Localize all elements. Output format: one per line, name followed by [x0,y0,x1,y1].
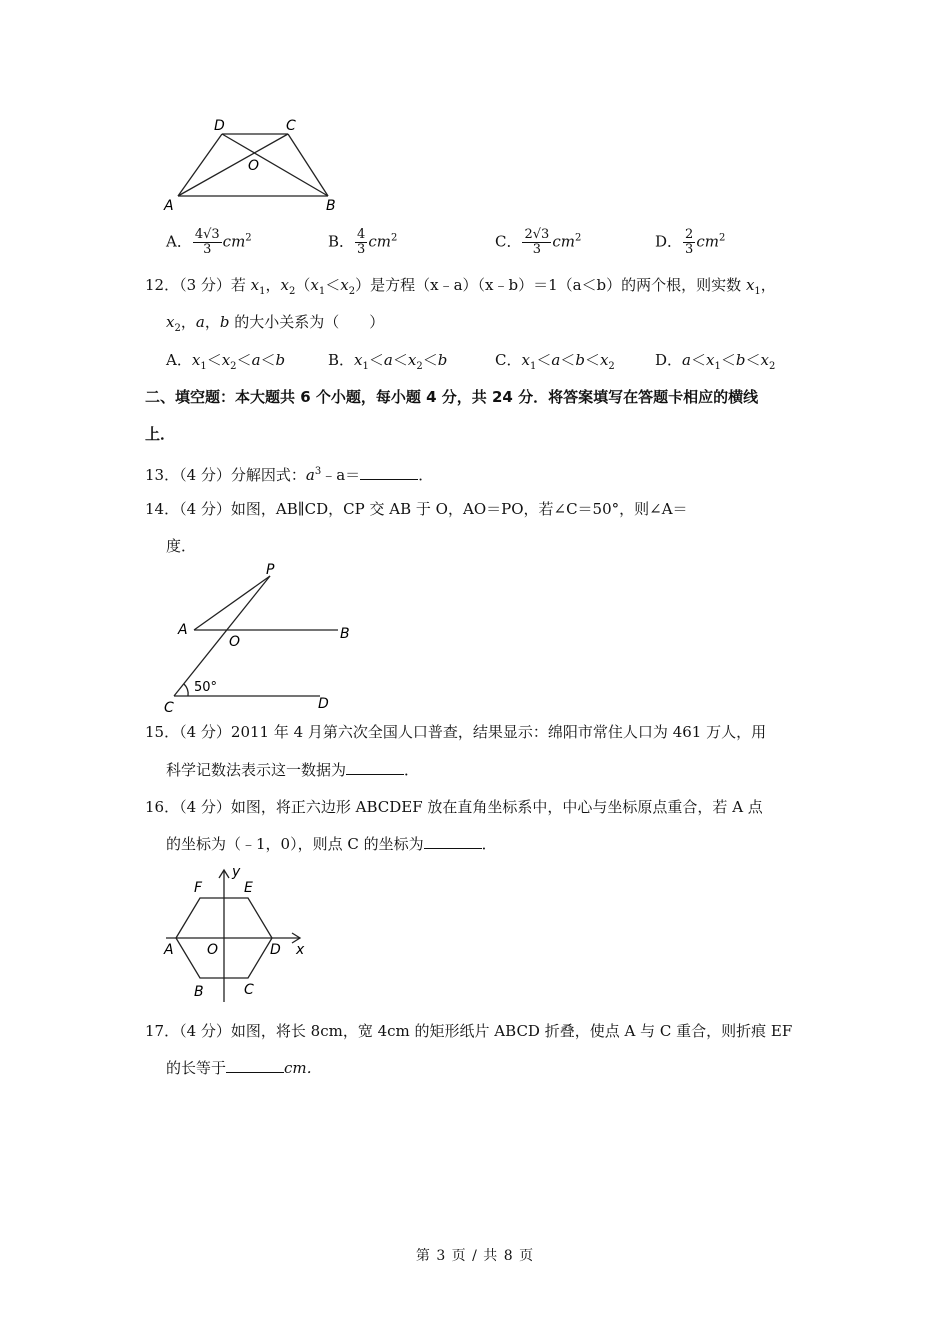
label-F: F [194,880,203,896]
option-letter: D． [655,351,683,369]
label-A: A [164,942,174,958]
q12-line1: 12．（3 分）若 $x_1$，$x_2(x_1<x_2)$是方程（x﹣a）（x﹣b）＝1（a＜b）的两个根，则实数 $x_1$， [145,276,776,297]
parallel-lines-figure [158,560,368,715]
q12-line2: $x_2$，a，b 的大小关系为（ ） [166,313,385,334]
section-heading-line2: 上． [145,425,176,443]
q15-line2 [166,760,419,780]
q12-number: 12．（3 分）若 [145,276,251,294]
label-C: C [164,700,174,715]
q11-option-b [328,228,397,257]
hexagon-axes-figure [158,862,318,1007]
q12-option-b: B．$x_1<a<x_2<b$ [328,351,448,372]
label-O: O [229,634,241,650]
option-letter: D． [655,232,683,251]
q12-option-a: A．$x_1<x_2<a<b$ [166,351,286,372]
unit-exp: 2 [574,232,582,244]
q16-text: 的坐标为（﹣1，0），则点 C 的坐标为 [166,835,424,853]
label-A: A [164,198,174,212]
q12-option-c: C．$x_1<a<b<x_2$ [495,351,615,372]
q17-line2 [166,1058,322,1078]
q16-line1: 16．（4 分）如图，将正六边形 ABCDEF 放在直角坐标系中，中心与坐标原点重合，若 A 点 [145,798,763,816]
q13-suffix: ． [418,466,434,484]
q16-line2 [166,834,497,854]
option-letter: B． [328,351,355,369]
label-B: B [340,626,350,642]
option-letter: B． [328,232,355,251]
unit: cm [368,232,391,251]
q14-line1: 14．（4 分）如图，AB∥CD，CP 交 AB 于 O，AO＝PO，若∠C＝50°，则∠A＝ [145,500,688,518]
q14-line2: 度． [166,537,197,555]
q15-line1: 15．（4 分）2011 年 4 月第六次全国人口普查，结果显示：绵阳市常住人口为 461 万人，用 [145,723,767,741]
label-x: x [296,942,305,958]
label-B: B [194,984,204,1000]
unit: cm [696,232,719,251]
label-C: C [244,982,254,998]
frac-den: 3 [685,242,694,257]
label-O: O [248,158,260,174]
frac-num: 2√3 [524,227,550,242]
frac-den: 3 [357,242,366,257]
answer-blank[interactable] [346,760,404,775]
option-letter: C． [495,232,522,251]
q12-text2: 的大小关系为（ ） [234,313,385,331]
q13-prefix: 13．（4 分）分解因式： [145,466,306,484]
answer-blank[interactable] [226,1058,284,1073]
label-O: O [207,942,219,958]
q11-option-a [166,228,252,257]
answer-blank[interactable] [360,465,418,480]
label-P: P [266,562,275,578]
page-footer: 第 3 页 / 共 8 页 [415,1248,535,1264]
q12-text1: 是方程（x﹣a）（x﹣b）＝1（a＜b）的两个根，则实数 [370,276,742,294]
unit-exp: 2 [245,232,252,244]
option-letter: C． [495,351,522,369]
frac-num: 2 [685,227,694,242]
q13-expr-end: ﹣a＝ [321,466,361,484]
angle-label: 50° [194,680,218,695]
label-E: E [244,880,253,896]
q12-option-d: D．$a<x_1<b<x_2$ [655,351,776,372]
q16-suffix: ． [481,835,497,853]
trapezoid-figure [160,112,350,212]
label-D: D [318,696,329,712]
unit-exp: 2 [390,232,398,244]
option-letter: A． [166,232,192,251]
q11-option-c [495,228,581,257]
label-B: B [326,198,336,212]
label-y: y [232,864,241,880]
label-D: D [214,118,225,134]
label-C: C [286,118,296,134]
option-letter: A． [166,351,192,369]
frac-den: 3 [532,242,542,257]
answer-blank[interactable] [424,834,482,849]
q11-option-d [655,228,725,257]
q13-line: 13．（4 分）分解因式：$a^3﹣a=$ ． [145,466,434,484]
unit: cm [222,232,246,251]
q17-text: 的长等于 [166,1059,227,1077]
q15-text: 科学记数法表示这一数据为 [166,761,347,779]
q17-line1: 17．（4 分）如图，将长 8cm，宽 4cm 的矩形纸片 ABCD 折叠，使点 A 与 C 重合，则折痕 EF [145,1022,793,1040]
frac-den: 3 [203,242,212,257]
unit: cm [552,232,575,251]
q17-suffix: cm． [284,1059,322,1077]
label-A: A [178,622,188,638]
unit-exp: 2 [718,232,726,244]
label-D: D [270,942,281,958]
frac-num: 4 [357,227,366,242]
q15-suffix: ． [404,761,420,779]
section-heading-line1: 二、填空题：本大题共 6 个小题，每小题 4 分，共 24 分．将答案填写在答题卡相应的横线 [145,388,759,406]
frac-num: 4√3 [194,227,220,242]
